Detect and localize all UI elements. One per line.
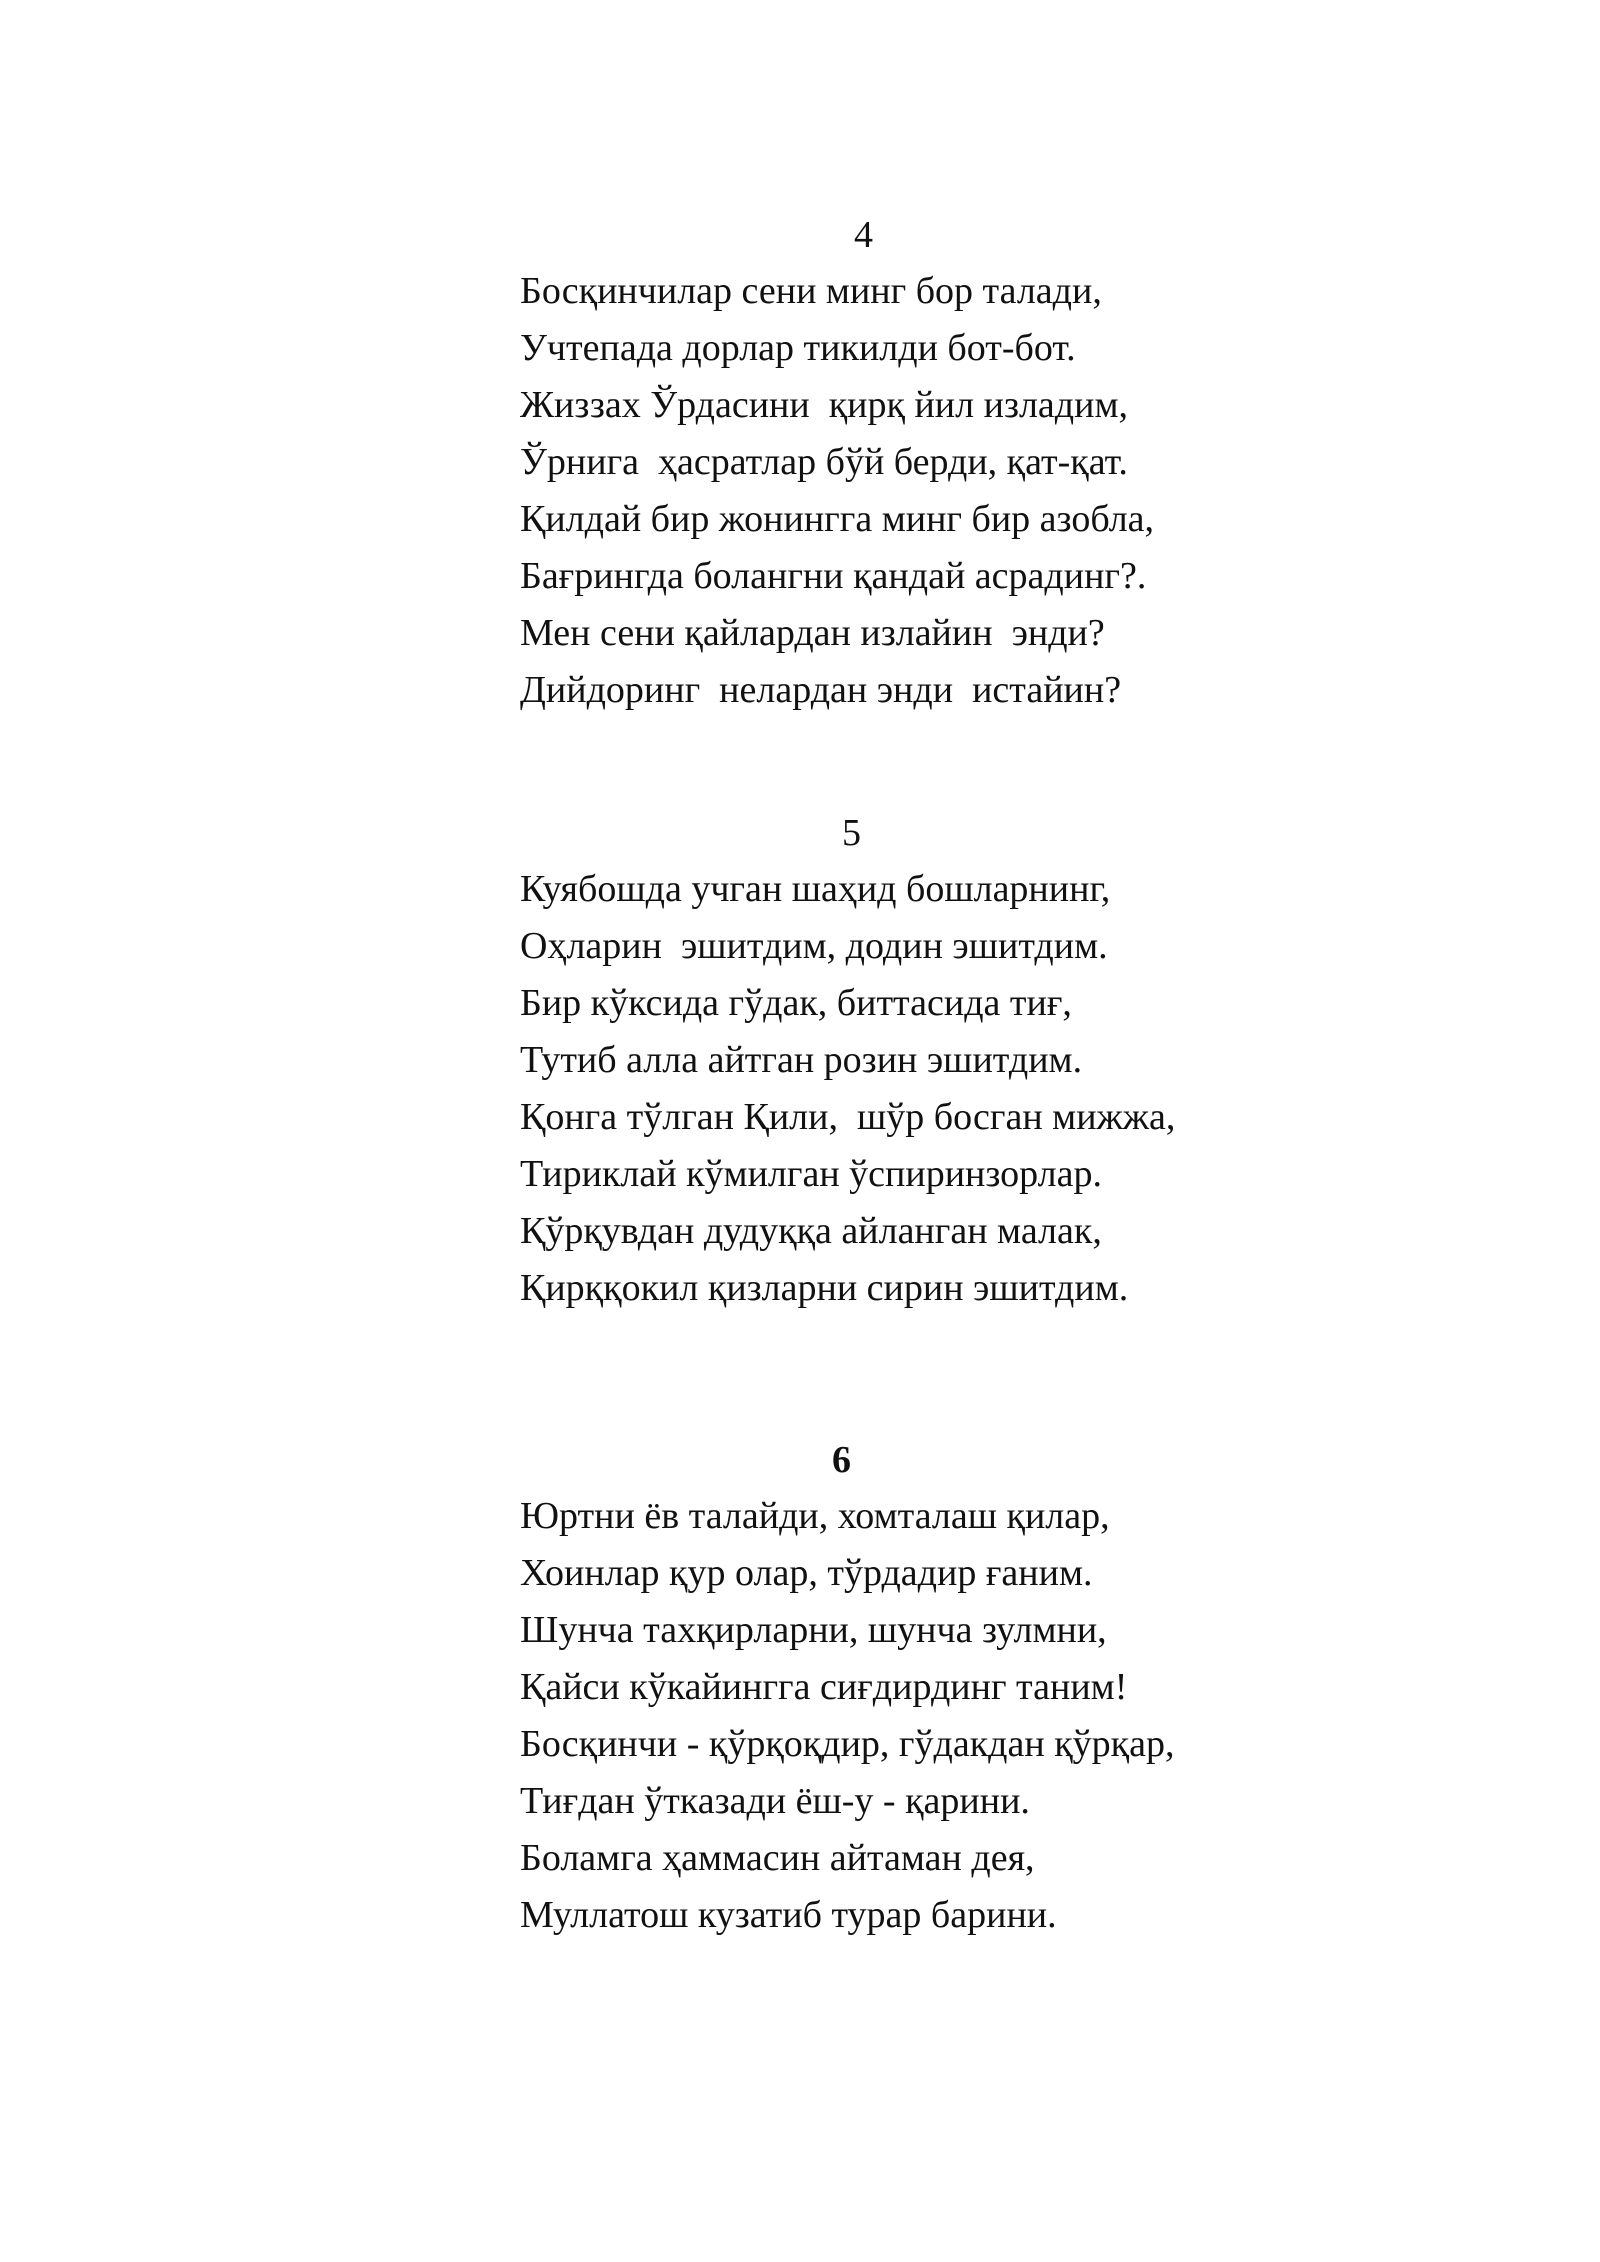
stanza-number: 6 <box>832 1439 851 1481</box>
poem-line: Қайси кўкайингга сиғдирдинг таним! <box>520 1666 1128 1708</box>
stanza-number: 4 <box>854 214 873 256</box>
poem-line: Тиғдан ўтказади ёш-у - қарини. <box>520 1780 1030 1822</box>
poem-line: Тириклай кўмилган ўспиринзорлар. <box>520 1153 1102 1195</box>
poem-line: Қирққокил қизларни сирин эшитдим. <box>520 1267 1129 1309</box>
stanza-number: 5 <box>842 812 861 854</box>
poem-line: Хоинлар қур олар, тўрдадир ғаним. <box>520 1552 1093 1594</box>
poem-line: Жиззах Ўрдасини қирқ йил изладим, <box>520 384 1128 426</box>
poem-line: Мен сени қайлардан излайин энди? <box>520 612 1105 654</box>
stanza-lines <box>520 861 1175 1317</box>
poem-line: Оҳларин эшитдим, додин эшитдим. <box>520 925 1108 967</box>
poem-line: Шунча тахқирларни, шунча зулмни, <box>520 1609 1107 1651</box>
poem-line: Қилдай бир жонингга минг бир азобла, <box>520 498 1155 540</box>
poem-line: Ўрнига ҳасратлар бўй берди, қат-қат. <box>520 441 1128 483</box>
poem-line: Учтепада дорлар тикилди бот-бот. <box>520 327 1076 369</box>
poem-line: Дийдоринг нелардан энди истайин? <box>520 669 1122 711</box>
stanza-lines <box>520 263 1154 719</box>
poem-line: Куябошда учган шаҳид бошларнинг, <box>520 868 1111 910</box>
poem-line: Тутиб алла айтган розин эшитдим. <box>520 1039 1083 1081</box>
poem-line: Бағрингда болангни қандай асрадинг?. <box>520 555 1147 597</box>
poem-line: Қонга тўлган Қили, шўр босган мижжа, <box>520 1096 1176 1138</box>
poem-line: Босқинчилар сени минг бор талади, <box>520 270 1102 312</box>
poem-line: Юртни ёв талайди, хомталаш қилар, <box>520 1495 1110 1537</box>
poem-line: Боламга ҳаммасин айтаман дея, <box>520 1837 1035 1879</box>
poem-line: Қўрқувдан дудуққа айланган малак, <box>520 1210 1102 1252</box>
poem-line: Муллатош кузатиб турар барини. <box>520 1894 1057 1936</box>
stanza-lines <box>520 1488 1175 1944</box>
poem-line: Бир кўксида гўдак, биттасида тиғ, <box>520 982 1072 1024</box>
poem-line: Босқинчи - қўрқоқдир, гўдакдан қўрқар, <box>520 1723 1175 1765</box>
